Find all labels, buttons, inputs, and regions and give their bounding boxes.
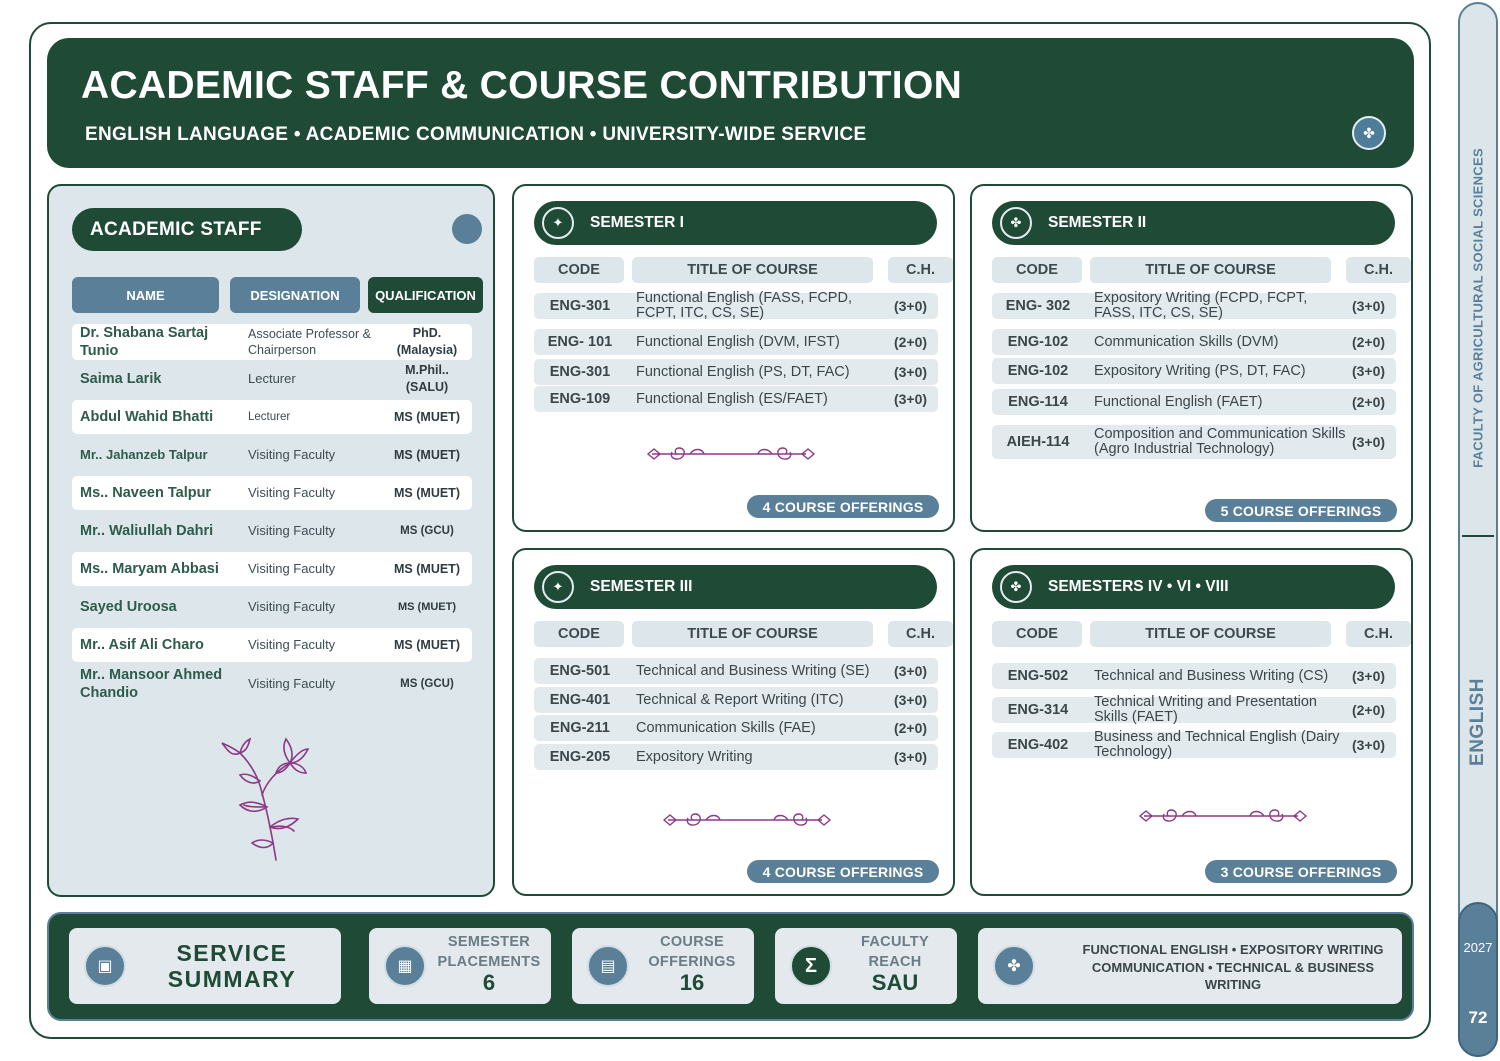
semester-header bbox=[992, 565, 1395, 609]
semester-header bbox=[534, 201, 937, 245]
course-row bbox=[534, 658, 938, 684]
course-code: ENG-402 bbox=[1007, 737, 1069, 753]
staff-name: Mr.. Asif Ali Charo bbox=[80, 637, 204, 653]
year-label: 2027 bbox=[1463, 940, 1493, 955]
course-credit: (3+0) bbox=[893, 298, 928, 314]
offerings-badge: 5 COURSE OFFERINGS bbox=[1205, 499, 1397, 522]
table-row bbox=[72, 400, 472, 434]
course-row bbox=[992, 329, 1396, 355]
column-title: TITLE OF COURSE bbox=[1090, 257, 1331, 283]
course-credit: (3+0) bbox=[893, 364, 928, 380]
staff-designation: Visiting Faculty bbox=[248, 561, 336, 576]
course-title: Composition and Communication Skills (Agro Industrial Technology) bbox=[1094, 426, 1346, 457]
column-credit: C.H. bbox=[1346, 257, 1411, 283]
header-name: NAME bbox=[72, 277, 219, 313]
sigma-icon: Σ bbox=[790, 945, 832, 987]
course-credit: (2+0) bbox=[1351, 702, 1386, 718]
semester-header bbox=[992, 201, 1395, 245]
staff-designation: Visiting Faculty bbox=[248, 485, 336, 500]
clover-icon: ✤ bbox=[993, 945, 1035, 987]
column-code: CODE bbox=[534, 257, 624, 283]
course-title: Expository Writing (FCPD, FCPT, FASS, ITC, CS, SE) bbox=[1094, 290, 1308, 321]
staff-qualification: MS (GCU) bbox=[400, 524, 454, 537]
course-code: ENG-401 bbox=[549, 692, 611, 708]
course-code: ENG-102 bbox=[1007, 334, 1069, 350]
semester-panel-2 bbox=[970, 184, 1413, 532]
clover-icon: ✤ bbox=[1000, 207, 1032, 239]
course-title: Functional English (ES/FAET) bbox=[636, 390, 828, 407]
ornament-divider bbox=[662, 808, 832, 832]
staff-name: Dr. Shabana Sartaj Tunio bbox=[80, 325, 209, 359]
sidebar-page-block bbox=[1458, 902, 1498, 1057]
table-row bbox=[72, 476, 472, 510]
clover-icon: ✤ bbox=[1352, 116, 1386, 150]
table-row bbox=[72, 664, 472, 704]
star-icon: ✦ bbox=[542, 207, 574, 239]
course-title: Expository Writing (PS, DT, FAC) bbox=[1094, 362, 1306, 379]
course-row bbox=[992, 290, 1396, 321]
course-credit: (3+0) bbox=[893, 749, 928, 765]
page-title: ACADEMIC STAFF & COURSE CONTRIBUTION bbox=[81, 64, 963, 107]
summary-card bbox=[69, 928, 341, 1004]
course-credit: (2+0) bbox=[893, 720, 928, 736]
page-number: 72 bbox=[1468, 1008, 1488, 1027]
course-title: Communication Skills (FAE) bbox=[636, 719, 816, 736]
staff-qualification: MS (MUET) bbox=[394, 561, 460, 576]
course-row bbox=[992, 663, 1396, 689]
column-credit: C.H. bbox=[888, 621, 953, 647]
staff-designation: Visiting Faculty bbox=[248, 676, 336, 691]
course-code: AIEH-114 bbox=[1006, 434, 1070, 450]
course-credit: (3+0) bbox=[1351, 737, 1386, 753]
summary-title: SERVICE SUMMARY bbox=[167, 940, 297, 992]
staff-designation: Visiting Faculty bbox=[248, 599, 336, 614]
semester-header bbox=[534, 565, 937, 609]
course-row bbox=[534, 386, 938, 412]
course-title: Functional English (FASS, FCPD, FCPT, ITC, CS, SE) bbox=[636, 290, 852, 321]
table-row bbox=[72, 514, 472, 548]
course-row bbox=[992, 425, 1396, 459]
table-row bbox=[72, 590, 472, 624]
semester-title: SEMESTER II bbox=[1048, 214, 1147, 231]
stat-card bbox=[369, 928, 551, 1004]
course-credit: (2+0) bbox=[1351, 394, 1386, 410]
staff-name: Abdul Wahid Bhatti bbox=[80, 409, 214, 425]
table-row bbox=[72, 324, 472, 360]
course-title: Business and Technical English (Dairy Technology) bbox=[1094, 729, 1340, 760]
course-credit: (3+0) bbox=[893, 391, 928, 407]
course-row bbox=[992, 358, 1396, 384]
semester-panel-3 bbox=[512, 548, 955, 896]
course-row bbox=[534, 359, 938, 385]
course-code: ENG-301 bbox=[549, 364, 611, 380]
course-title: Technical Writing and Presentation Skills (FAET) bbox=[1094, 694, 1317, 725]
column-title: TITLE OF COURSE bbox=[1090, 621, 1331, 647]
staff-qualification: PhD. (Malaysia) bbox=[396, 326, 458, 357]
course-code: ENG-314 bbox=[1007, 702, 1069, 718]
column-credit: C.H. bbox=[1346, 621, 1411, 647]
course-credit: (2+0) bbox=[1351, 334, 1386, 350]
square-icon: ▣ bbox=[84, 945, 126, 987]
course-row bbox=[534, 329, 938, 355]
column-credit: C.H. bbox=[888, 257, 953, 283]
course-title: Communication Skills (DVM) bbox=[1094, 333, 1279, 350]
course-title: Technical and Business Writing (SE) bbox=[636, 662, 870, 679]
staff-designation: Visiting Faculty bbox=[248, 447, 336, 462]
staff-qualification: MS (MUET) bbox=[394, 447, 460, 462]
course-code: ENG-102 bbox=[1007, 363, 1069, 379]
course-code: ENG- 101 bbox=[547, 334, 613, 350]
staff-qualification: M.Phil.. (SALU) bbox=[405, 363, 449, 394]
table-row bbox=[72, 628, 472, 662]
course-row bbox=[534, 290, 938, 321]
flower-illustration bbox=[210, 735, 320, 865]
course-row bbox=[534, 687, 938, 713]
course-title: Functional English (PS, DT, FAC) bbox=[636, 363, 850, 380]
grid-icon: ▦ bbox=[384, 945, 426, 987]
course-code: ENG-501 bbox=[549, 663, 611, 679]
stat-label: COURSE OFFERINGS bbox=[648, 934, 736, 970]
staff-name: Ms.. Naveen Talpur bbox=[80, 485, 212, 501]
table-row bbox=[72, 438, 472, 472]
course-credit: (3+0) bbox=[1351, 668, 1386, 684]
course-credit: (3+0) bbox=[893, 663, 928, 679]
header-designation: DESIGNATION bbox=[230, 277, 360, 313]
stat-label: FACULTY REACH bbox=[861, 934, 929, 970]
course-title: Expository Writing bbox=[636, 748, 753, 765]
column-code: CODE bbox=[534, 621, 624, 647]
staff-name: Mr.. Mansoor Ahmed Chandio bbox=[80, 667, 223, 701]
staff-qualification: MS (MUET) bbox=[394, 637, 460, 652]
staff-qualification: MS (MUET) bbox=[397, 600, 457, 613]
sidebar-divider bbox=[1462, 535, 1494, 537]
course-title: Functional English (DVM, IFST) bbox=[636, 333, 840, 350]
course-row bbox=[534, 715, 938, 741]
course-code: ENG-301 bbox=[549, 298, 611, 314]
page-subtitle: ENGLISH LANGUAGE • ACADEMIC COMMUNICATION • UNIVERSITY-WIDE SERVICE bbox=[85, 124, 867, 145]
stat-card bbox=[775, 928, 957, 1004]
course-code: ENG- 302 bbox=[1005, 298, 1071, 314]
semester-title: SEMESTER I bbox=[590, 214, 684, 231]
course-code: ENG-205 bbox=[549, 749, 611, 765]
course-row bbox=[992, 389, 1396, 415]
course-code: ENG-502 bbox=[1007, 668, 1069, 684]
course-credit: (2+0) bbox=[893, 334, 928, 350]
course-credit: (3+0) bbox=[893, 692, 928, 708]
decorative-dot bbox=[452, 214, 482, 244]
offerings-badge: 3 COURSE OFFERINGS bbox=[1205, 860, 1397, 883]
staff-designation: Lecturer bbox=[248, 411, 291, 423]
department-label: ENGLISH bbox=[1467, 678, 1488, 766]
staff-name: Mr.. Waliullah Dahri bbox=[80, 523, 214, 539]
table-row bbox=[72, 362, 472, 396]
column-code: CODE bbox=[992, 257, 1082, 283]
ornament-divider bbox=[646, 442, 816, 466]
document-icon: ▤ bbox=[587, 945, 629, 987]
table-row bbox=[72, 552, 472, 586]
staff-qualification: MS (MUET) bbox=[394, 485, 460, 500]
staff-name: Saima Larik bbox=[80, 371, 162, 387]
stat-value: 16 bbox=[679, 970, 705, 995]
course-title: Technical and Business Writing (CS) bbox=[1094, 667, 1329, 684]
semester-title: SEMESTERS IV • VI • VIII bbox=[1048, 578, 1229, 595]
course-credit: (3+0) bbox=[1351, 298, 1386, 314]
page-header bbox=[47, 38, 1414, 168]
course-row bbox=[992, 729, 1396, 760]
course-code: ENG-109 bbox=[549, 391, 611, 407]
course-credit: (3+0) bbox=[1351, 363, 1386, 379]
stat-value: 6 bbox=[482, 970, 496, 995]
star-icon: ✦ bbox=[542, 571, 574, 603]
header-qualification: QUALIFICATION bbox=[368, 277, 483, 313]
course-row bbox=[534, 744, 938, 770]
staff-designation: Associate Professor & Chairperson bbox=[248, 327, 371, 357]
stat-card bbox=[572, 928, 754, 1004]
ornament-divider bbox=[1138, 804, 1308, 828]
course-title: Functional English (FAET) bbox=[1094, 393, 1263, 410]
offerings-badge: 4 COURSE OFFERINGS bbox=[747, 495, 939, 518]
semester-title: SEMESTER III bbox=[590, 578, 693, 595]
course-row bbox=[992, 694, 1396, 725]
staff-designation: Visiting Faculty bbox=[248, 637, 336, 652]
semester-panel-1 bbox=[512, 184, 955, 532]
course-code: ENG-114 bbox=[1008, 394, 1068, 410]
staff-name: Sayed Uroosa bbox=[80, 599, 177, 615]
focus-card bbox=[978, 928, 1402, 1004]
offerings-badge: 4 COURSE OFFERINGS bbox=[747, 860, 939, 883]
stat-label: SEMESTER PLACEMENTS bbox=[437, 934, 541, 970]
staff-name: Mr.. Jahanzeb Talpur bbox=[80, 447, 208, 462]
focus-text: FUNCTIONAL ENGLISH • EXPOSITORY WRITING COMMUNICATION • TECHNICAL & BUSINESS WRITING bbox=[1082, 942, 1384, 992]
course-title: Technical & Report Writing (ITC) bbox=[636, 691, 844, 708]
column-code: CODE bbox=[992, 621, 1082, 647]
staff-designation: Visiting Faculty bbox=[248, 523, 336, 538]
stat-value: SAU bbox=[871, 970, 919, 995]
staff-designation: Lecturer bbox=[248, 371, 296, 386]
column-title: TITLE OF COURSE bbox=[632, 621, 873, 647]
staff-title: ACADEMIC STAFF bbox=[72, 208, 302, 251]
course-credit: (3+0) bbox=[1351, 434, 1386, 450]
clover-icon: ✤ bbox=[1000, 571, 1032, 603]
staff-qualification: MS (MUET) bbox=[394, 409, 460, 424]
course-code: ENG-211 bbox=[550, 720, 610, 736]
column-title: TITLE OF COURSE bbox=[632, 257, 873, 283]
semester-panel-4 bbox=[970, 548, 1413, 896]
staff-name: Ms.. Maryam Abbasi bbox=[80, 561, 219, 577]
staff-qualification: MS (GCU) bbox=[400, 677, 454, 690]
faculty-label: FACULTY OF AGRICULTURAL SOCIAL SCIENCES bbox=[1470, 148, 1486, 468]
